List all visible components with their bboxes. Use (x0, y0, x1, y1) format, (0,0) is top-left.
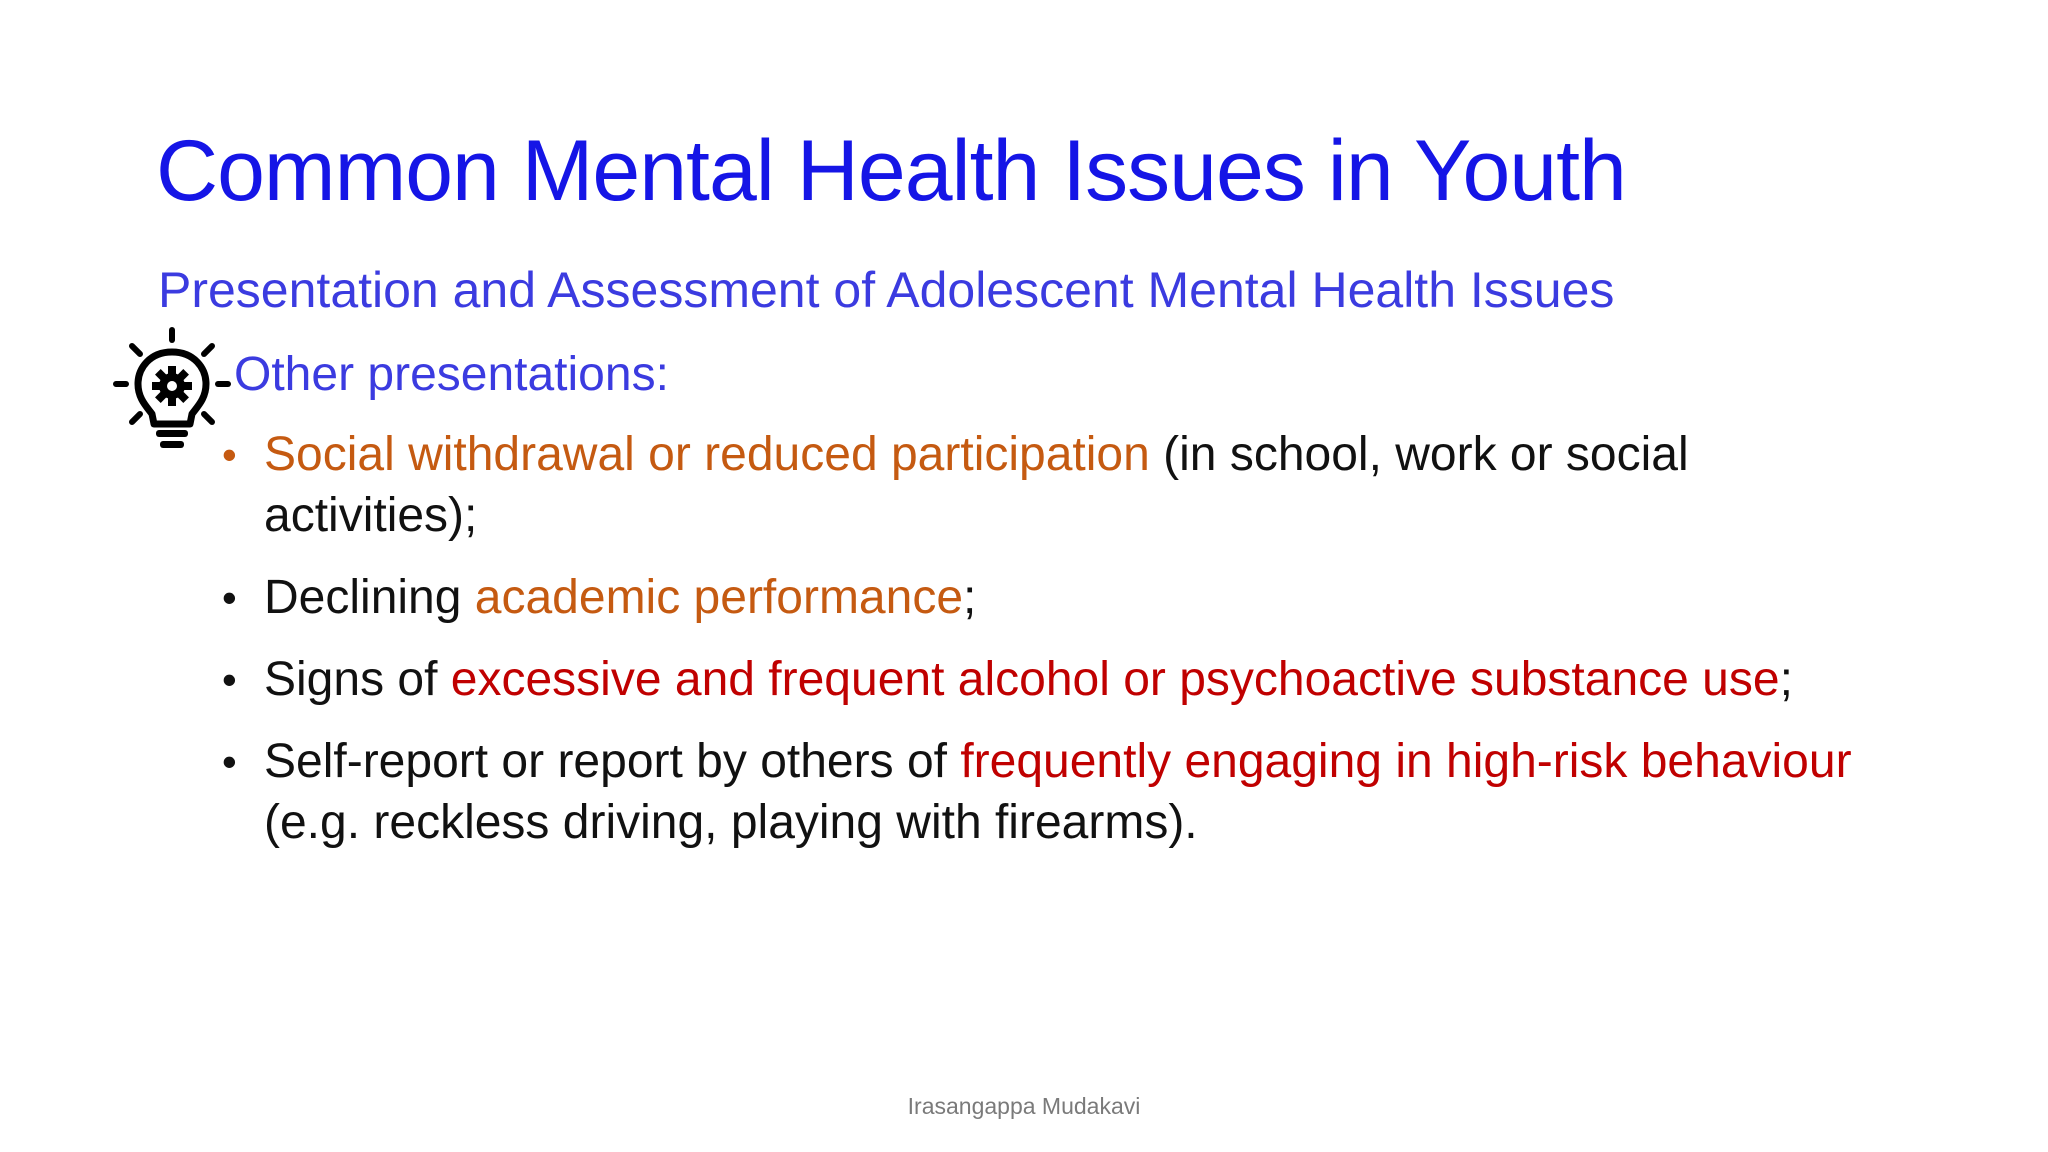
bullet-dot-icon: • (222, 656, 237, 703)
bullet-text: Signs of (264, 653, 451, 706)
bullet-text: (in school, work or social activities); (264, 428, 1689, 542)
bullet-dot-icon: • (222, 431, 237, 478)
list-item (222, 567, 1882, 628)
bullet-dot-icon: • (222, 738, 237, 785)
bullet-text-highlight: excessive and frequent alcohol or psychoactive substance use (450, 653, 1780, 706)
slide-title: Common Mental Health Issues in Youth (156, 123, 1626, 219)
bullet-dot-icon: • (222, 574, 237, 621)
list-item (222, 424, 1882, 546)
bullet-text-highlight: frequently engaging in high-risk behaviour (960, 735, 1852, 788)
bullet-text: ; (963, 571, 977, 624)
list-item (222, 649, 1882, 710)
bullet-text-highlight: Social withdrawal or reduced participation (264, 428, 1150, 481)
bullet-text: Declining (264, 571, 475, 624)
bullet-list (222, 424, 1882, 874)
slide-subtitle: Presentation and Assessment of Adolescent Mental Health Issues (158, 262, 1615, 318)
bullet-text-highlight: academic performance (474, 571, 964, 624)
bullet-text: ; (1779, 653, 1793, 706)
slide-footer: Irasangappa Mudakavi (907, 1093, 1141, 1119)
list-item (222, 731, 1882, 853)
lightbulb-gear-icon (112, 326, 232, 456)
bullet-text: Self-report or report by others of (264, 735, 961, 788)
bullet-text: (e.g. reckless driving, playing with firearms). (264, 796, 1198, 849)
section-heading: Other presentations: (234, 348, 669, 401)
